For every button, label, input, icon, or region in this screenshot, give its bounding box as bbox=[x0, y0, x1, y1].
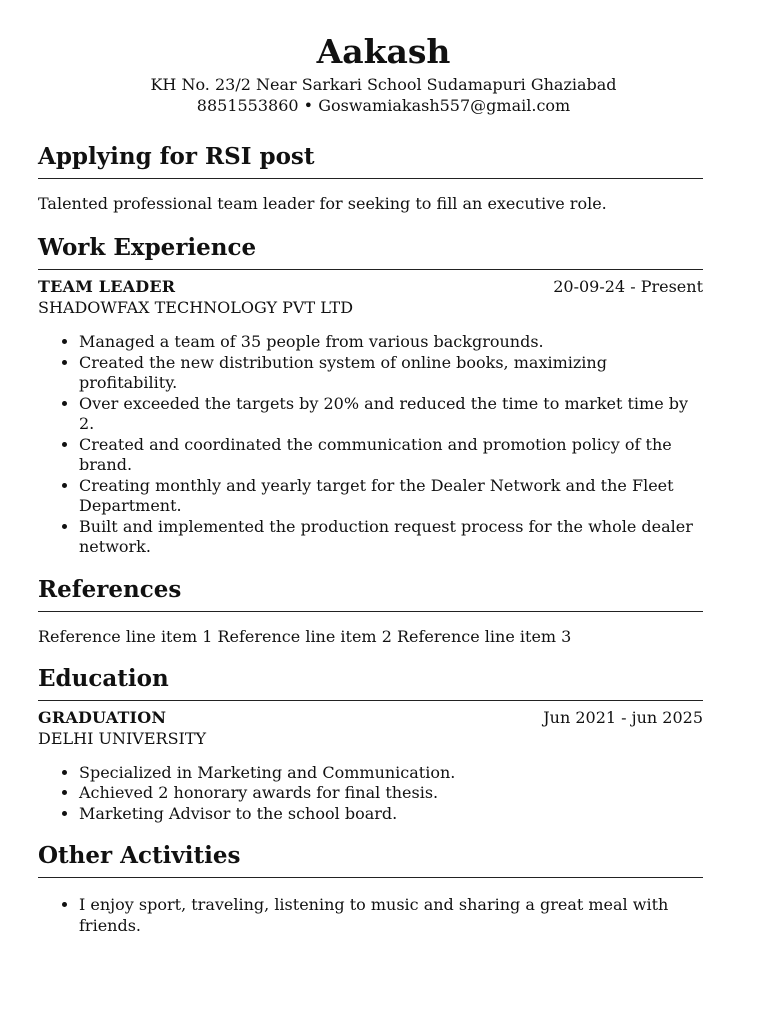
job-bullets bbox=[38, 332, 703, 558]
section-divider bbox=[38, 700, 703, 701]
job-dates: 20-09-24 - Present bbox=[553, 277, 703, 296]
address-line: KH No. 23/2 Near Sarkari School Sudamapuri Ghaziabad bbox=[150, 75, 617, 94]
section-divider bbox=[38, 877, 703, 878]
references-title: References bbox=[38, 575, 182, 603]
candidate-name: Aakash bbox=[316, 32, 451, 71]
other-activities-title: Other Activities bbox=[38, 842, 241, 869]
job-role: TEAM LEADER bbox=[38, 277, 176, 296]
references-text: Reference line item 1 Reference line item 2 Reference line item 3 bbox=[38, 626, 572, 646]
job-bullet: • Created and coordinated the communication and promotion policy of the brand. bbox=[79, 435, 703, 476]
other-activities-section bbox=[38, 841, 703, 936]
objective-title: Applying for RSI post bbox=[38, 143, 315, 170]
education-header bbox=[38, 707, 703, 728]
education-bullet: • Achieved 2 honorary awards for final thesis. bbox=[79, 783, 703, 804]
job-header bbox=[38, 276, 703, 297]
section-divider bbox=[38, 269, 703, 270]
company-name: SHADOWFAX TECHNOLOGY PVT LTD bbox=[38, 298, 354, 317]
job-bullet: • Managed a team of 35 people from various backgrounds. bbox=[79, 332, 703, 353]
references-section bbox=[38, 575, 703, 647]
education-title: Education bbox=[38, 664, 169, 692]
job-bullet: • Built and implemented the production request process for the whole dealer network. bbox=[79, 517, 703, 558]
job-bullet: • Creating monthly and yearly target for the Dealer Network and the Fleet Department. bbox=[79, 476, 703, 517]
education-bullet: • Specialized in Marketing and Communication. bbox=[79, 763, 703, 784]
objective-section bbox=[38, 142, 703, 214]
degree-name: GRADUATION bbox=[38, 707, 167, 727]
education-bullet: • Marketing Advisor to the school board. bbox=[79, 804, 703, 825]
activity-bullet: • I enjoy sport, traveling, listening to music and sharing a great meal with friends. bbox=[79, 895, 703, 936]
work-experience-section bbox=[38, 233, 703, 558]
objective-text: Talented professional team leader for seeking to fill an executive role. bbox=[38, 194, 607, 213]
activities-bullets bbox=[38, 895, 703, 936]
education-section bbox=[38, 664, 703, 825]
contact-line: 8851553860 • Goswamiakash557@gmail.com bbox=[196, 96, 571, 115]
section-divider bbox=[38, 611, 703, 612]
work-experience-title: Work Experience bbox=[38, 234, 257, 261]
education-bullets bbox=[38, 763, 703, 825]
job-bullet: • Created the new distribution system of online books, maximizing profitability. bbox=[79, 353, 703, 394]
school-name: DELHI UNIVERSITY bbox=[38, 728, 207, 748]
section-divider bbox=[38, 178, 703, 179]
job-bullet: • Over exceeded the targets by 20% and reduced the time to market time by 2. bbox=[79, 394, 703, 435]
education-dates: Jun 2021 - jun 2025 bbox=[543, 707, 703, 727]
